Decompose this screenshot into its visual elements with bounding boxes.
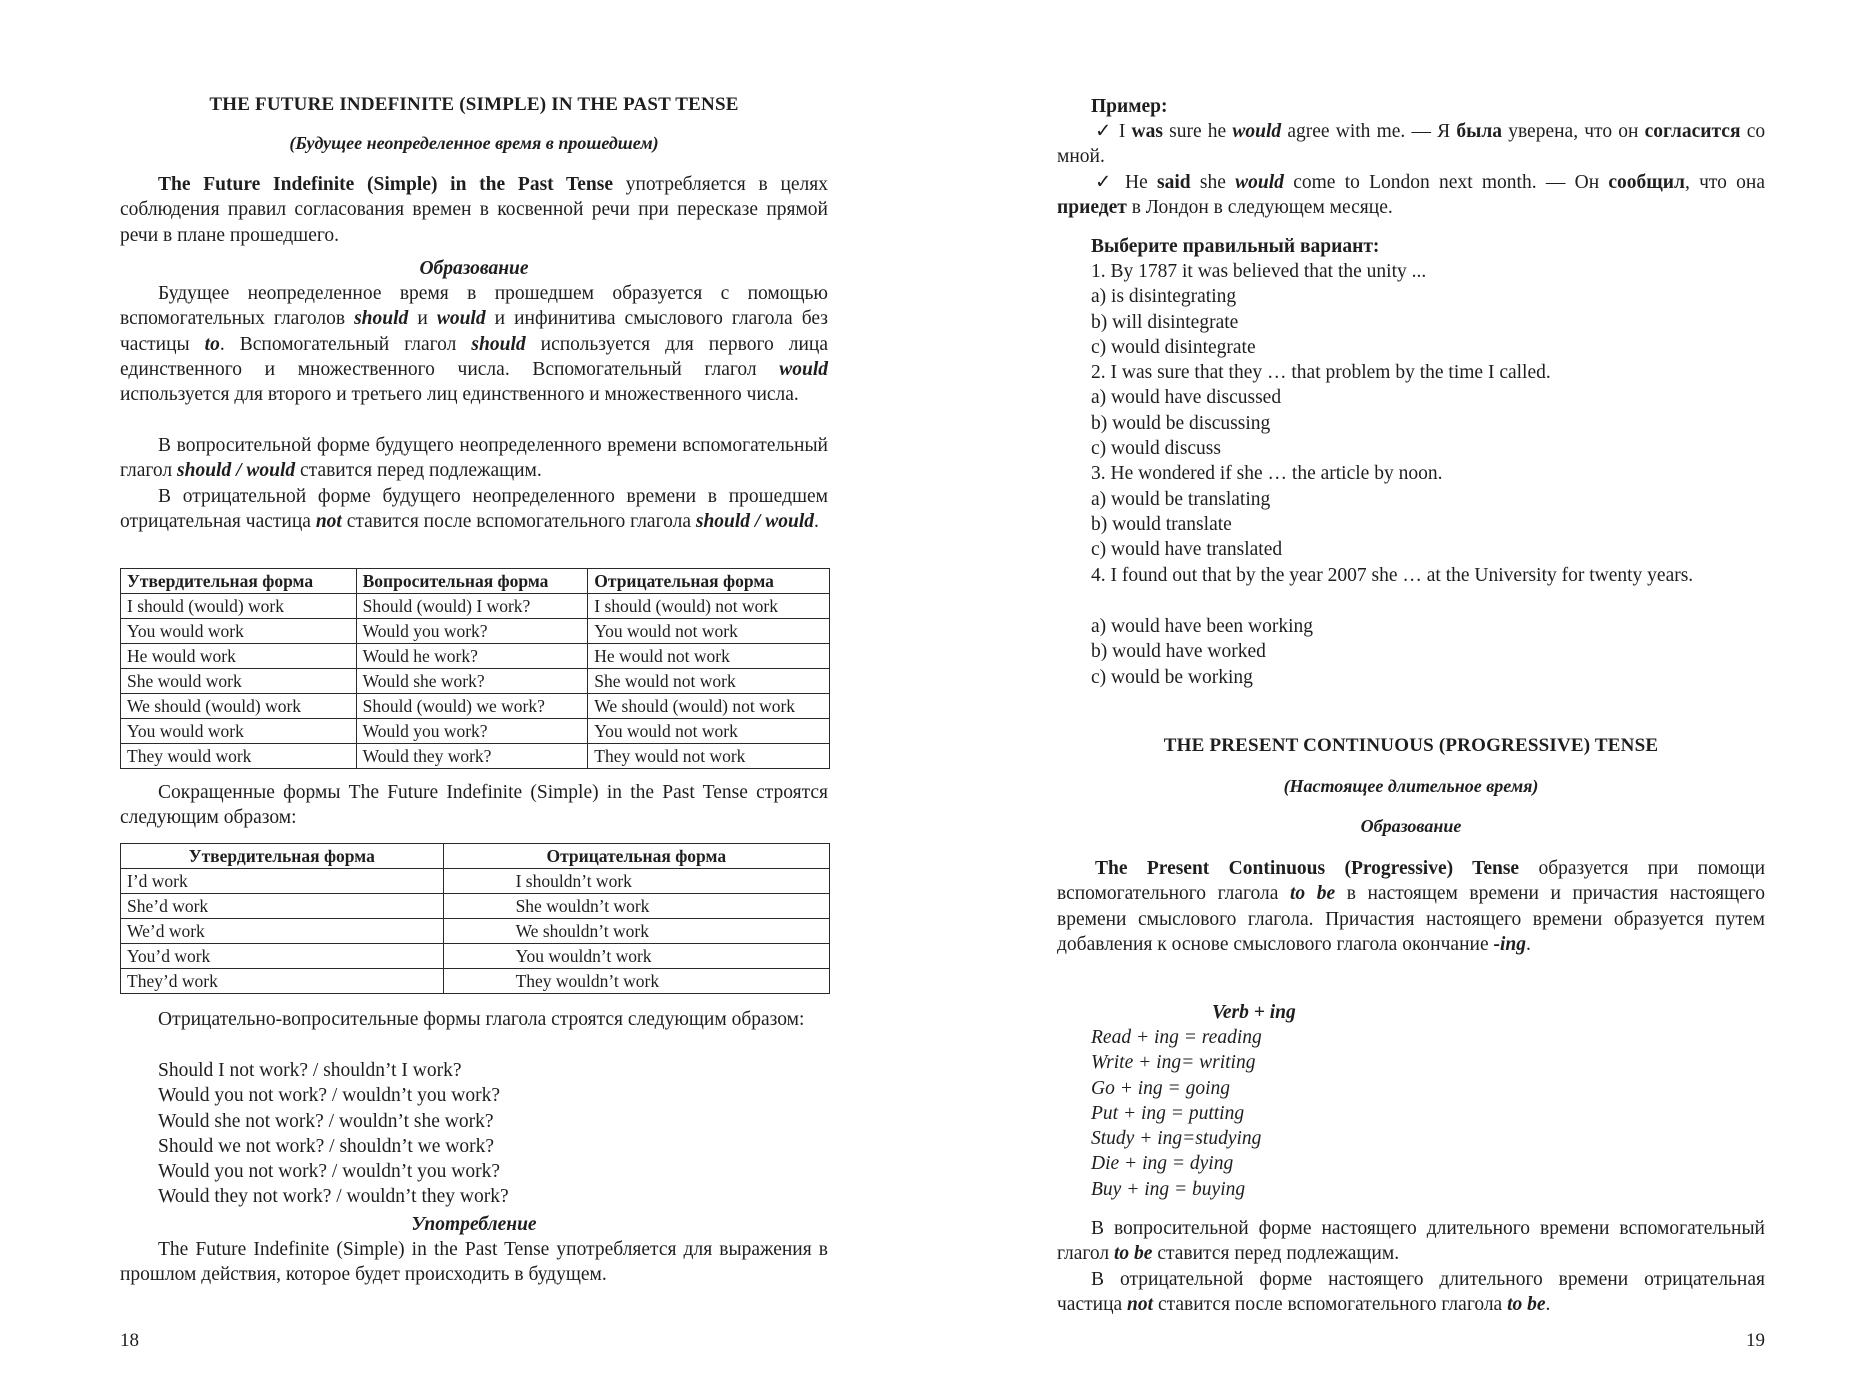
usage-paragraph: The Future Indefinite (Simple) in the Past Tense употребляется для выражения в прошлом действия, которое будет происходить в будущем. <box>120 1239 828 1286</box>
exercise-q4: 4. I found out that by the year 2007 she … at the University for twenty years. <box>1091 565 1694 586</box>
list-item: Write + ing= writing <box>1091 1052 1256 1074</box>
list-item: b) would be discussing <box>1091 412 1271 434</box>
table-header: Утвердительная форма <box>121 844 444 869</box>
negative-form-paragraph: В отрицательной форме будущего неопределенного времени в прошедшем отрицательная частица not ставится после вспомогательного глагола should / would. <box>120 486 828 533</box>
table-row: They would work Would they work? They would not work <box>121 744 830 769</box>
page-number: 19 <box>1746 1330 1765 1351</box>
table-row: She’d work She wouldn’t work <box>121 894 830 919</box>
negative-form-paragraph: В отрицательной форме настоящего длительного времени отрицательная частица not ставится после вспомогательного глагола to be. <box>1057 1269 1765 1316</box>
exercise-label: Выберите правильный вариант: <box>1091 236 1380 257</box>
short-forms-paragraph: Сокращенные формы The Future Indefinite (Simple) in the Past Tense строятся следующим образом: <box>120 782 828 829</box>
question-form-paragraph: В вопросительной форме настоящего длительного времени вспомогательный глагол to be ставится перед подлежащим. <box>1057 1218 1765 1265</box>
table-header-row <box>121 844 830 869</box>
list-item: c) would disintegrate <box>1091 336 1256 358</box>
table-row: We’d work We shouldn’t work <box>121 919 830 944</box>
table-header-row <box>121 569 830 594</box>
table-row: She would work Would she work? She would not work <box>121 669 830 694</box>
list-item: a) would be translating <box>1091 488 1271 510</box>
page-number: 18 <box>120 1330 139 1351</box>
usage-heading: Употребление <box>411 1214 537 1235</box>
list-item: Should we not work? / shouldn’t we work? <box>158 1135 494 1157</box>
list-item: b) would have worked <box>1091 641 1266 663</box>
list-item: Put + ing = putting <box>1091 1102 1245 1124</box>
table-row: They’d work They wouldn’t work <box>121 969 830 994</box>
list-item: Would she not work? / wouldn’t she work? <box>158 1110 494 1132</box>
formation-heading: Образование <box>419 258 529 279</box>
list-item: a) would have been working <box>1091 616 1314 637</box>
list-item: Read + ing = reading <box>1091 1027 1262 1048</box>
example-2: ✓ He said she would come to London next month. — Он сообщил, что она приедет в Лондон в следующем месяце. <box>1057 172 1766 219</box>
table-row: He would work Would he work? He would not work <box>121 644 830 669</box>
forms-table <box>120 568 830 769</box>
list-item: Die + ing = dying <box>1091 1153 1234 1175</box>
table-header: Вопросительная форма <box>356 569 588 594</box>
list-item: Go + ing = going <box>1091 1077 1230 1099</box>
table-row: I’d work I shouldn’t work <box>121 869 830 894</box>
list-item: c) would be working <box>1091 666 1253 688</box>
list-item: Study + ing=studying <box>1091 1128 1262 1150</box>
formation-paragraph: Будущее неопределенное время в прошедшем образуется с помощью вспомогательных глаголов should и would и инфинитива смыслового глагола без частицы to. Вспомогательный глагол should используется для первого лица единственного и множественного числа. Вспомогательный глагол would используется для второго и третьего лиц единственного и множественного числа. <box>120 283 829 406</box>
list-item: Would they not work? / wouldn’t they work? <box>158 1186 509 1208</box>
list-item: c) would have translated <box>1091 539 1283 561</box>
table-header: Отрицательная форма <box>443 844 829 869</box>
list-item: 3. He wondered if she … the article by noon. <box>1091 463 1443 485</box>
exercise-q4-options <box>1091 614 1765 690</box>
list-item: b) would translate <box>1091 513 1232 535</box>
formation-heading: Образование <box>1360 816 1462 836</box>
table-row: I should (would) work Should (would) I work? I should (would) not work <box>121 594 830 619</box>
example-1: ✓ I was sure he would agree with me. — Я была уверена, что он согласится со мной. <box>1057 121 1766 168</box>
table-row: You would work Would you work? You would not work <box>121 619 830 644</box>
section-subtitle: (Настоящее длительное время) <box>1283 776 1539 796</box>
table-header: Утвердительная форма <box>121 569 357 594</box>
page-subtitle: (Будущее неопределенное время в прошедшем) <box>289 133 659 153</box>
question-form-paragraph: В вопросительной форме будущего неопределенного времени вспомогательный глагол should / would ставится перед подлежащим. <box>120 435 828 482</box>
page-title: THE FUTURE INDEFINITE (SIMPLE) IN THE PAST TENSE <box>209 94 739 115</box>
list-item: Would you not work? / wouldn’t you work? <box>158 1085 500 1107</box>
intro-paragraph: The Future Indefinite (Simple) in the Past Tense употребляется в целях соблюдения правил согласования времен в косвенной речи при пересказе прямой речи в плане прошедшего. <box>120 174 828 246</box>
formula: Verb + ing <box>1212 1002 1296 1023</box>
table-row: You’d work You wouldn’t work <box>121 944 830 969</box>
short-forms-table <box>120 843 830 994</box>
right-page <box>1057 0 1765 1395</box>
negative-question-paragraph: Отрицательно-вопросительные формы глагола строятся следующим образом: <box>158 1009 805 1030</box>
check-icon: ✓ <box>1095 172 1116 193</box>
present-continuous-paragraph: The Present Continuous (Progressive) Tense образуется при помощи вспомогательного глагола to be в настоящем времени и причастия настоящего времени смыслового глагола. Причастия настоящего времени образуется путем добавления к основе смыслового глагола окончание -ing. <box>1057 858 1766 955</box>
list-item: c) would discuss <box>1091 438 1221 460</box>
check-icon: ✓ <box>1095 121 1113 142</box>
negative-question-examples <box>158 1058 818 1210</box>
section-title: THE PRESENT CONTINUOUS (PROGRESSIVE) TENSE <box>1163 735 1659 756</box>
table-header: Отрицательная форма <box>588 569 830 594</box>
list-item: b) will disintegrate <box>1091 311 1239 333</box>
list-item: Would you not work? / wouldn’t you work? <box>158 1161 500 1183</box>
list-item: Buy + ing = buying <box>1091 1178 1246 1200</box>
example-label: Пример: <box>1091 96 1168 117</box>
list-item: 1. By 1787 it was believed that the unity ... <box>1091 261 1427 282</box>
list-item: a) is disintegrating <box>1091 286 1237 308</box>
exercise-list <box>1091 259 1765 563</box>
left-page <box>120 0 828 1395</box>
list-item: Should I not work? / shouldn’t I work? <box>158 1060 462 1081</box>
table-row: You would work Would you work? You would not work <box>121 719 830 744</box>
verb-examples <box>1091 1025 1262 1202</box>
list-item: a) would have discussed <box>1091 387 1282 409</box>
list-item: 2. I was sure that they … that problem by the time I called. <box>1091 362 1551 384</box>
table-row: We should (would) work Should (would) we work? We should (would) not work <box>121 694 830 719</box>
